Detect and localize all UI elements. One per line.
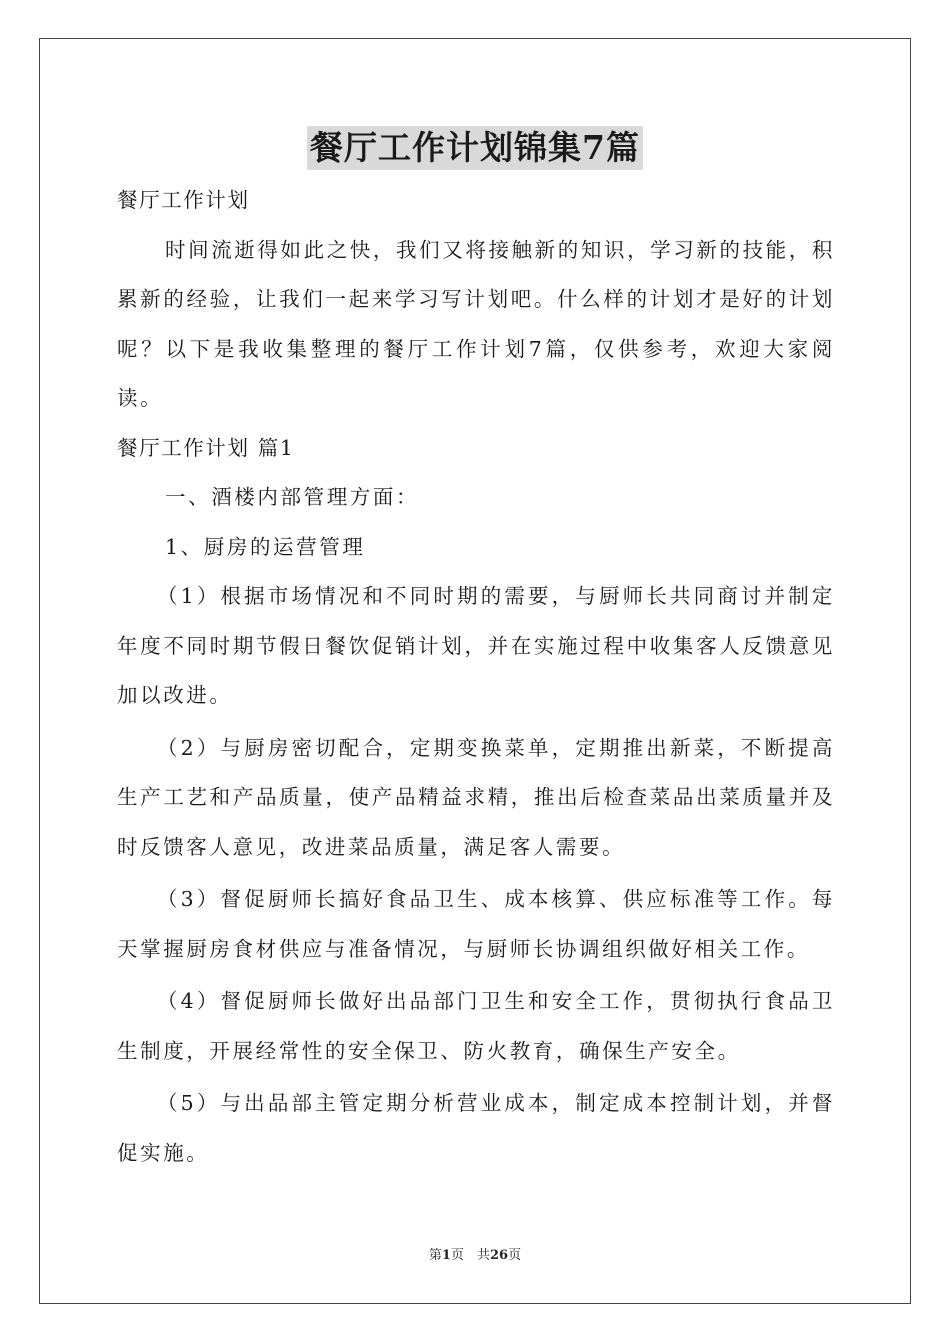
- section-heading-part-1: 餐厅工作计划 篇1: [117, 435, 295, 460]
- body-paragraph: （5）与出品部主管定期分析营业成本，制定成本控制计划，并督促实施。: [117, 1091, 835, 1165]
- page-number-suffix: 页: [508, 1248, 522, 1263]
- item-heading: 1、厨房的运营管理: [165, 534, 366, 559]
- page-number-prefix: 第: [428, 1248, 442, 1263]
- section-heading: 餐厅工作计划: [117, 188, 250, 212]
- body-paragraph: （2）与厨房密切配合，定期变换菜单，定期推出新菜，不断提高生产工艺和产品质量，使产品精益求精，推出后检查菜品出菜质量并及时反馈客人意见，改进菜品质量，满足客人需要。: [117, 735, 835, 859]
- body-paragraph: （3）督促厨师长搞好食品卫生、成本核算、供应标准等工作。每天掌握厨房食材供应与准备情况，与厨师长协调组织做好相关工作。: [117, 887, 835, 961]
- page-footer: [0, 1247, 950, 1265]
- total-page-count: 26: [489, 1248, 509, 1263]
- document-title: 餐厅工作计划锦集7篇: [307, 126, 643, 170]
- current-page-number: 1: [441, 1248, 451, 1263]
- body-paragraph: （1）根据市场情况和不同时期的需要，与厨师长共同商讨并制定年度不同时期节假日餐饮促销计划，并在实施过程中收集客人反馈意见加以改进。: [117, 584, 835, 707]
- page-number-middle: 页 共: [450, 1248, 490, 1263]
- body-paragraph: （4）督促厨师长做好出品部门卫生和安全工作，贯彻执行食品卫生制度，开展经常性的安全保卫、防火教育，确保生产安全。: [117, 989, 835, 1063]
- title-container: [0, 126, 950, 170]
- subsection-heading: 一、酒楼内部管理方面：: [165, 485, 420, 509]
- document-body: [117, 176, 835, 1178]
- intro-paragraph: 时间流逝得如此之快，我们又将接触新的知识，学习新的技能，积累新的经验，让我们一起来学习写计划吧。什么样的计划才是好的计划呢？以下是我收集整理的餐厅工作计划7篇，仅供参考，欢迎大家阅读。: [117, 237, 835, 410]
